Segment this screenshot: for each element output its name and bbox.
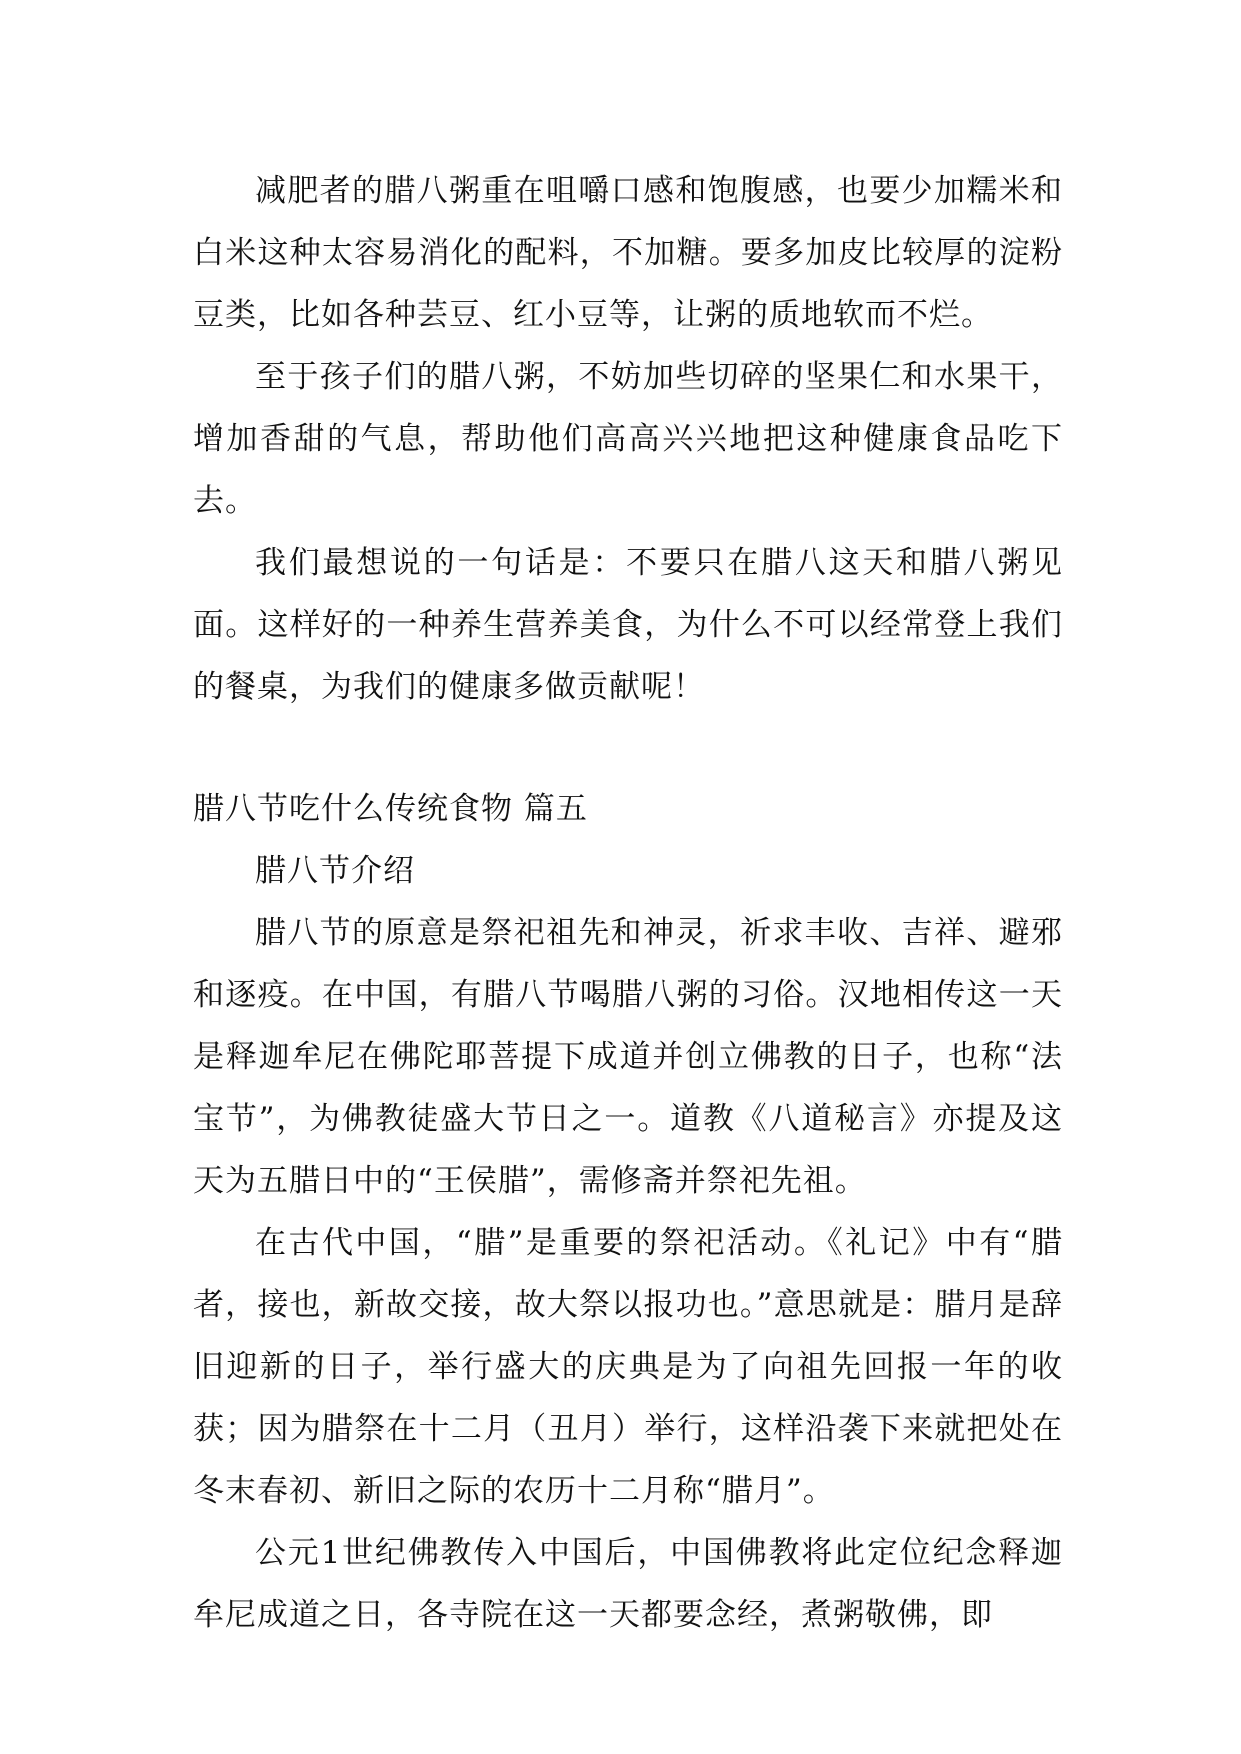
document-body [193, 160, 1063, 1646]
paragraph-ancient-la: 在古代中国，“腊”是重要的祭祀活动。《礼记》中有“腊者，接也，新故交接，故大祭以报功也。”意思就是：腊月是辞旧迎新的日子，举行盛大的庆典是为了向祖先回报一年的收获；因为腊祭在十二月（丑月）举行，这样沿袭下来就把处在冬末春初、新旧之际的农历十二月称“腊月”。 [193, 1225, 1063, 1509]
paragraph-diet-porridge: 减肥者的腊八粥重在咀嚼口感和饱腹感，也要少加糯米和白米这种太容易消化的配料，不加糖。要多加皮比较厚的淀粉豆类，比如各种芸豆、红小豆等，让粥的质地软而不烂。 [193, 173, 1063, 333]
section-title: 腊八节吃什么传统食物 篇五 [193, 791, 588, 827]
paragraph-buddhism: 公元1世纪佛教传入中国后，中国佛教将此定位纪念释迦牟尼成道之日，各寺院在这一天都要念经，煮粥敬佛，即 [193, 1535, 1063, 1633]
paragraph-closing-remark: 我们最想说的一句话是：不要只在腊八这天和腊八粥见面。这样好的一种养生营养美食，为什么不可以经常登上我们的餐桌，为我们的健康多做贡献呢！ [193, 545, 1063, 705]
paragraph-festival-origin: 腊八节的原意是祭祀祖先和神灵，祈求丰收、吉祥、避邪和逐疫。在中国，有腊八节喝腊八粥的习俗。汉地相传这一天是释迦牟尼在佛陀耶菩提下成道并创立佛教的日子，也称“法宝节”，为佛教徒盛大节日之一。道教《八道秘言》亦提及这天为五腊日中的“王侯腊”，需修斋并祭祀先祖。 [193, 915, 1063, 1199]
sub-title: 腊八节介绍 [255, 853, 415, 889]
paragraph-children-porridge: 至于孩子们的腊八粥，不妨加些切碎的坚果仁和水果干，增加香甜的气息，帮助他们高高兴兴地把这种健康食品吃下去。 [193, 359, 1063, 519]
